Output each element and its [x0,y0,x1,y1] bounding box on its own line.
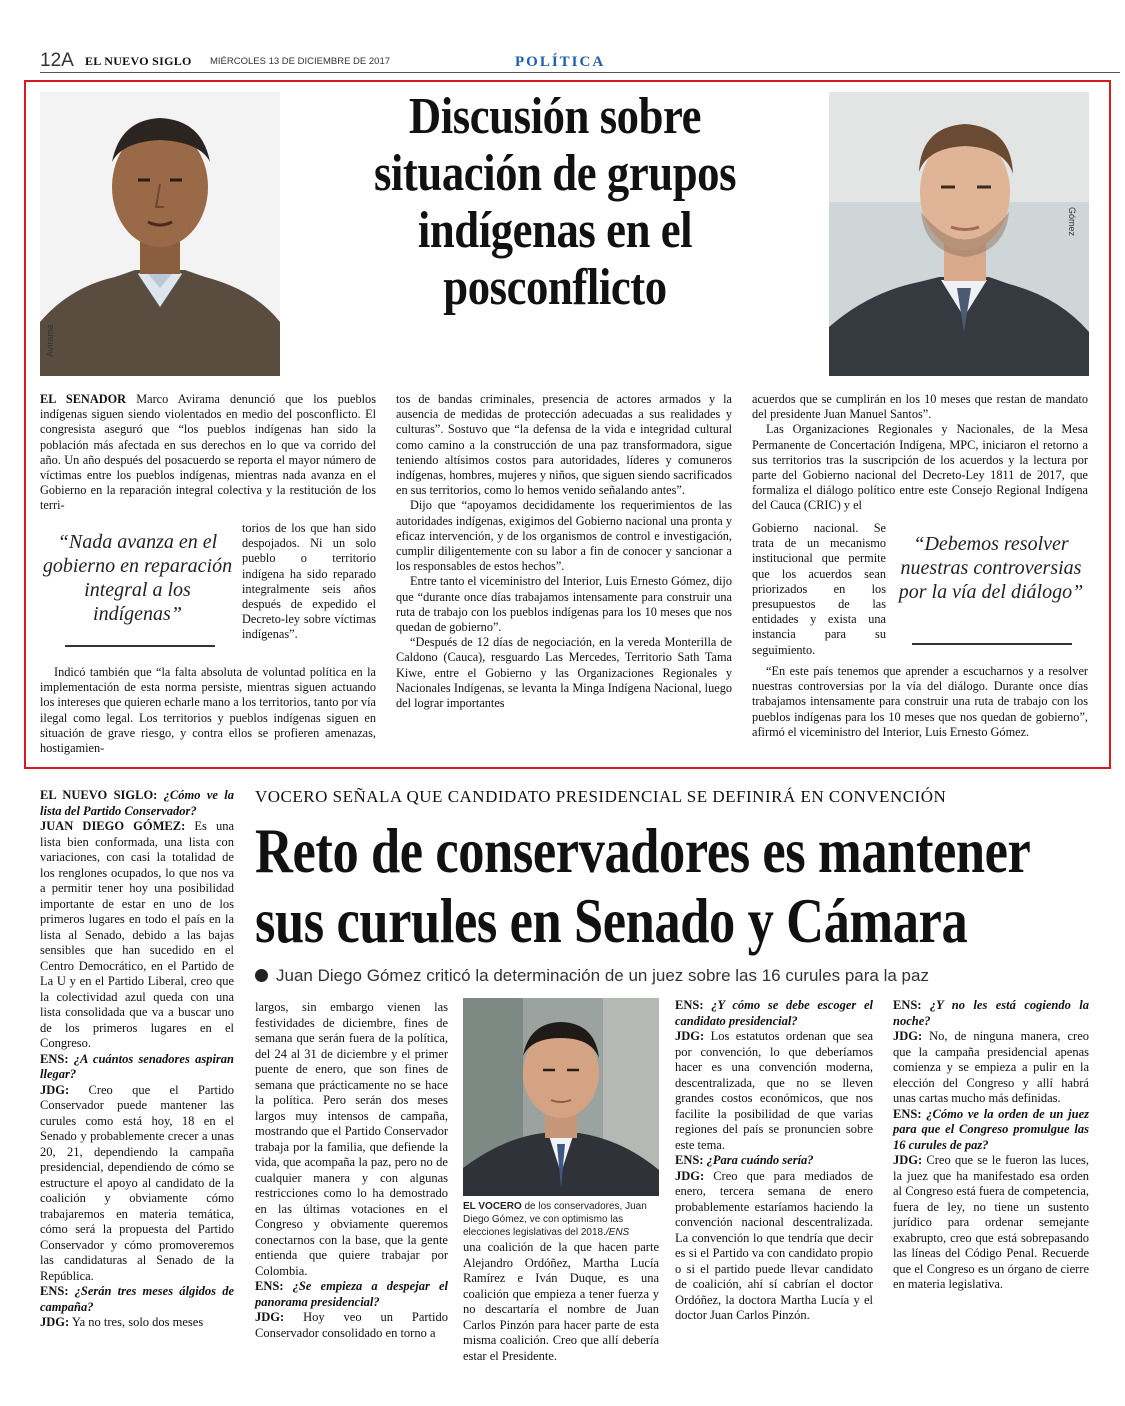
speaker-label: JDG: [675,1168,705,1183]
photo-caption-gomez: Gómez [1067,207,1077,237]
article-1-text: acuerdos que se cumplirán en los 10 meses que restan de mandato del presidente Juan Manuel Santos”. [752,392,1088,422]
section-name: POLÍTICA [515,54,606,70]
newspaper-name: EL NUEVO SIGLO [85,54,192,68]
speaker-label: JDG: [675,1029,705,1043]
article-1-col-1-bottom [40,665,376,756]
speaker-label: ENS: [40,1051,69,1066]
caption-credit: /ENS [605,1227,630,1238]
article-2-col-4 [675,998,873,1324]
photo-gomez [829,92,1089,376]
article-1-col-3 [752,392,1088,514]
article-1-text: Las Organizaciones Regionales y Nacionales, de la Mesa Permanente de Concertación Indígena, MPC, iniciaron el retorno a sus territorios tras la suscripción de los acuerdos y la lectura por parte del Gobierno nacional del Decreto-Ley 1811 de 2017, que formaliza el diálogo político entre este Consejo Regional Indígena del Cauca (CRIC) y el [752,422,1088,513]
question: ¿Se empieza a despejar el panorama presidencial? [255,1279,448,1309]
pull-quote-rule [65,645,215,647]
article-2-headline [255,816,1075,956]
article-1-col-1-side [242,521,376,643]
speaker-label: EL NUEVO SIGLO: [40,788,158,802]
bullet-icon [255,969,268,982]
speaker-label: ENS: [675,1153,704,1167]
answer: largos, sin embargo vienen las festividades de diciembre, fines de semana que serán fuera de la política, del 24 al 31 de diciembre y el primer puente de enero, que son fines de semana que prácticamente no se hace la política. Pero serán dos meses largos muy intensos de campaña, mostrando que el Partido Conservador trabaja por la familia, que defiende la vida, que acompaña la paz, pero no de cualquier manera y con algunas restricciones como lo ha demostrado en las últimas votaciones en el Congreso y obviamente queremos conectarnos con la base, que la gente entienda que quiere trabajar por Colombia. [255,1000,448,1278]
article-1-col-2 [396,392,732,711]
article-1-text: Marco Avirama denunció que los pueblos indígenas siguen siendo violentados en medio del posconflicto. El congresista aseguró que “los pueblos indígenas han sido la población más afectada en sus derechos en lo que va corrido del año. Un año después del posacuerdo se reporta el mayor número de víctimas entre los pueblos indígenas, mientras nada avanza en el Gobierno en la reparación integral colectiva y la restitución de los terri- [40,392,376,513]
question: ¿Para cuándo sería? [703,1153,814,1167]
pull-quote-right: “Debemos resolver nuestras controversias por la vía del diálogo” [898,533,1084,603]
header-rule [40,72,1120,73]
speaker-label: ENS: [675,998,704,1012]
article-1-text: “En este país tenemos que aprender a escucharnos y a resolver nuestras controversias por la vía del diálogo. Durante once días trabajamos intensamente para construir una ruta de trabajo con los pueblos indígenas para los 10 meses que nos quedan de gobierno”, afirmó el viceministro del Interior, Luis Ernesto Gómez. [752,664,1088,739]
page-header [40,50,1120,74]
article-1-lead: EL SENADOR [40,392,127,406]
article-1-text: Gobierno nacional. Se trata de un mecanismo institucional que permite que los acuerdos sean priorizados en los presupuestos de las entidades y exista una instancia para su seguimiento. [752,521,886,657]
article-1-text: torios de los que han sido despojados. Ni un solo pueblo o territorio indígena ha sido reparado integralmente seis años después de expedido el Decreto-ley sobre víctimas indígenas”. [242,521,376,642]
answer: Creo que el Partido Conservador puede mantener las curules como está hoy, 18 en el Senado y probablemente crecer a unas 20, 21, dependiendo la campaña presidencial, dependiendo de cómo se estructure el apoyo al candidato de la coalición y obviamente cómo trabajaremos en materia temática, cómo será la propuesta del Partido Conservador y cómo promoveremos las candidaturas al Senado de la República. [40,1082,234,1283]
article-2-col-5 [893,998,1089,1293]
article-2-col-1 [40,788,234,1331]
question: ¿A cuántos senadores aspiran llegar? [40,1051,234,1081]
photo-caption-vocero [463,1200,659,1239]
article-1-text: Entre tanto el viceministro del Interior, Luis Ernesto Gómez, dijo que “durante once días trabajamos intensamente para construir una ruta de trabajo con los pueblos indígenas para los 10 meses que nos quedan de gobierno”. [396,574,732,635]
article-1-col-1 [40,392,376,514]
answer: Creo que para mediados de enero, tercera semana de enero probablemente estaríamos haciendo la convención nacional descentralizada. La convención lo que tendría que decir es si el Partido va con candidato propio o si el partido puede llevar candidato de coalición, ahí sí cabrían el doctor Ordóñez, la doctora Martha Lucía y el doctor Juan Carlos Pinzón. [675,1168,873,1322]
article-2-subheadline [255,966,1115,986]
speaker-label: ENS: [40,1284,69,1298]
caption-lead: EL VOCERO [463,1201,522,1212]
article-1-headline: Discusión sobre situación de grupos indígenas en el posconflicto [373,88,737,316]
answer: No, de ninguna manera, creo que la campaña presidencial apenas comienza y se empieza a pulir en la elección del Congreso y allí habrá unas cartas mucho más definidas. [893,1029,1089,1105]
pull-quote-left: “Nada avanza en el gobierno en reparación integral a los indígenas” [42,531,233,625]
question: ¿Cómo ve la orden de un juez para que el Congreso promulgue las 16 curules de paz? [893,1106,1089,1152]
speaker-label: JDG: [40,1315,70,1329]
article-2-col-2 [255,1000,448,1341]
article-1-text: Indicó también que “la falta absoluta de voluntad política en la implementación de esta norma persiste, mientras siguen actuando los intereses que quieren echarle mano a los territorios, tanto por vía ilegal como legal. Los territorios y pueblos indígenas siguen en situación de grave riesgo, y contra ellos se profieren amenazas, hostigamien- [40,665,377,756]
answer: Es una lista bien conformada, una lista con variaciones, con casi la totalidad de los renglones ocupados, lo que nos va a permitir tener hoy una posibilidad importante de estar en uno de los primeros lugares en todo el país en la lista al Senado, debido a las bajas sensibles que han sucedido en el Centro Democrático, en el Partido de La U y en el Partido Liberal, creo que la colectividad azul queda con una lista consolidada que va a buscar uno de los primeros lugares en el Congreso. [40,819,234,1050]
answer: Creo que se le fueron las luces, la juez que ha manifestado esa orden al Congreso está fuera de competencia, fuera de ley, no tiene un sustento jurídico para ordenar semejante exabrupto, creo que está sobrepasando las líneas del Código Penal. Recuerde que el Congreso es un órgano de cierre en materia legislativa. [893,1153,1089,1291]
speaker-label: JDG: [893,1153,923,1167]
question: ¿Y cómo se debe escoger el candidato presidencial? [675,998,873,1028]
article-1-text: “Después de 12 días de negociación, en la vereda Monterilla de Caldono (Cauca), resguardo Las Mercedes, Territorio Sath Tama Kiwe, entre el Gobierno y las Organizaciones Regionales y Nacionales Indígenas, se levanta la Minga Indígena Nacional, luego del lograr importantes [396,635,732,711]
pull-quote-rule [912,643,1072,645]
answer: Ya no tres, solo dos meses [69,1315,204,1329]
answer: Hoy veo un Partido Conservador consolidado en torno a [255,1310,448,1340]
subheadline-text: Juan Diego Gómez criticó la determinación de un juez sobre las 16 curules para la paz [276,966,929,985]
article-1-col-3-side [752,521,886,658]
question: ¿Serán tres meses álgidos de campaña? [40,1284,234,1314]
article-1-col-3-bottom [752,664,1088,740]
headline-line-1: Reto de conservadores es mantener [255,815,1031,886]
photo-caption-avirama: Avirama [45,324,55,357]
page-number: 12A [40,50,74,71]
article-2-col-3 [463,1240,659,1364]
article-1-text: tos de bandas criminales, presencia de actores armados y la ausencia de medidas de protección adecuadas a sus realidades y culturas”. Sostuvo que “la defensa de la vida e integridad cultural como camino a la construcción de una paz transformadora, sigue teniendo altísimos costos para autoridades, líderes y comuneros indígenas, hombres, mujeres y niños, que siguen siendo sacrificados en sus territorios, como lo hemos venido señalando antes”. [396,392,732,498]
answer: Los estatutos ordenan que sea por convención, lo que deberíamos hacer es una convención moderna, descentralizada, que no se lleven grandes costos económicos, que nos facilite la posibilidad de que varias regiones del país se pronuncien sobre este tema. [675,1029,873,1152]
speaker-label: ENS: [893,998,922,1012]
speaker-label: ENS: [893,1106,922,1121]
question: ¿Y no les está cogiendo la noche? [893,998,1089,1028]
speaker-label: JUAN DIEGO GÓMEZ: [40,819,186,833]
question: ¿Cómo ve la lista del Partido Conservador? [40,788,234,818]
speaker-label: JDG: [893,1029,923,1043]
headline-line-2: sus curules en Senado y Cámara [255,885,968,956]
article-2-kicker: VOCERO SEÑALA QUE CANDIDATO PRESIDENCIAL SE DEFINIRÁ EN CONVENCIÓN [255,787,947,806]
answer: una coalición de la que hacen parte Alejandro Ordóñez, Martha Lucía Ramírez e Iván Duque, es una coalición que empieza a tener fuerza y no descartaría el nombre de Juan Carlos Pinzón para hacer parte de esta misma coalición. Creo que allí debería estar el Presidente. [463,1240,659,1363]
speaker-label: ENS: [255,1279,284,1293]
speaker-label: JDG: [40,1082,70,1097]
issue-date: MIÉRCOLES 13 DE DICIEMBRE DE 2017 [210,56,391,67]
caption-text: de los conservadores, Juan Diego Gómez, ve con optimismo las elecciones legislativas del 2018. [463,1201,647,1238]
article-1-text: Dijo que “apoyamos decididamente los requerimientos de las autoridades indígenas, exigimos del Gobierno nacional una pronta y eficaz intervención, y de los organismos de control e investigación, cumplir diligentemente con su labor a fin de conocer y sancionar a los responsables de estos hechos”. [396,498,732,574]
speaker-label: JDG: [255,1310,285,1324]
photo-vocero [463,998,659,1196]
photo-avirama [40,92,280,376]
